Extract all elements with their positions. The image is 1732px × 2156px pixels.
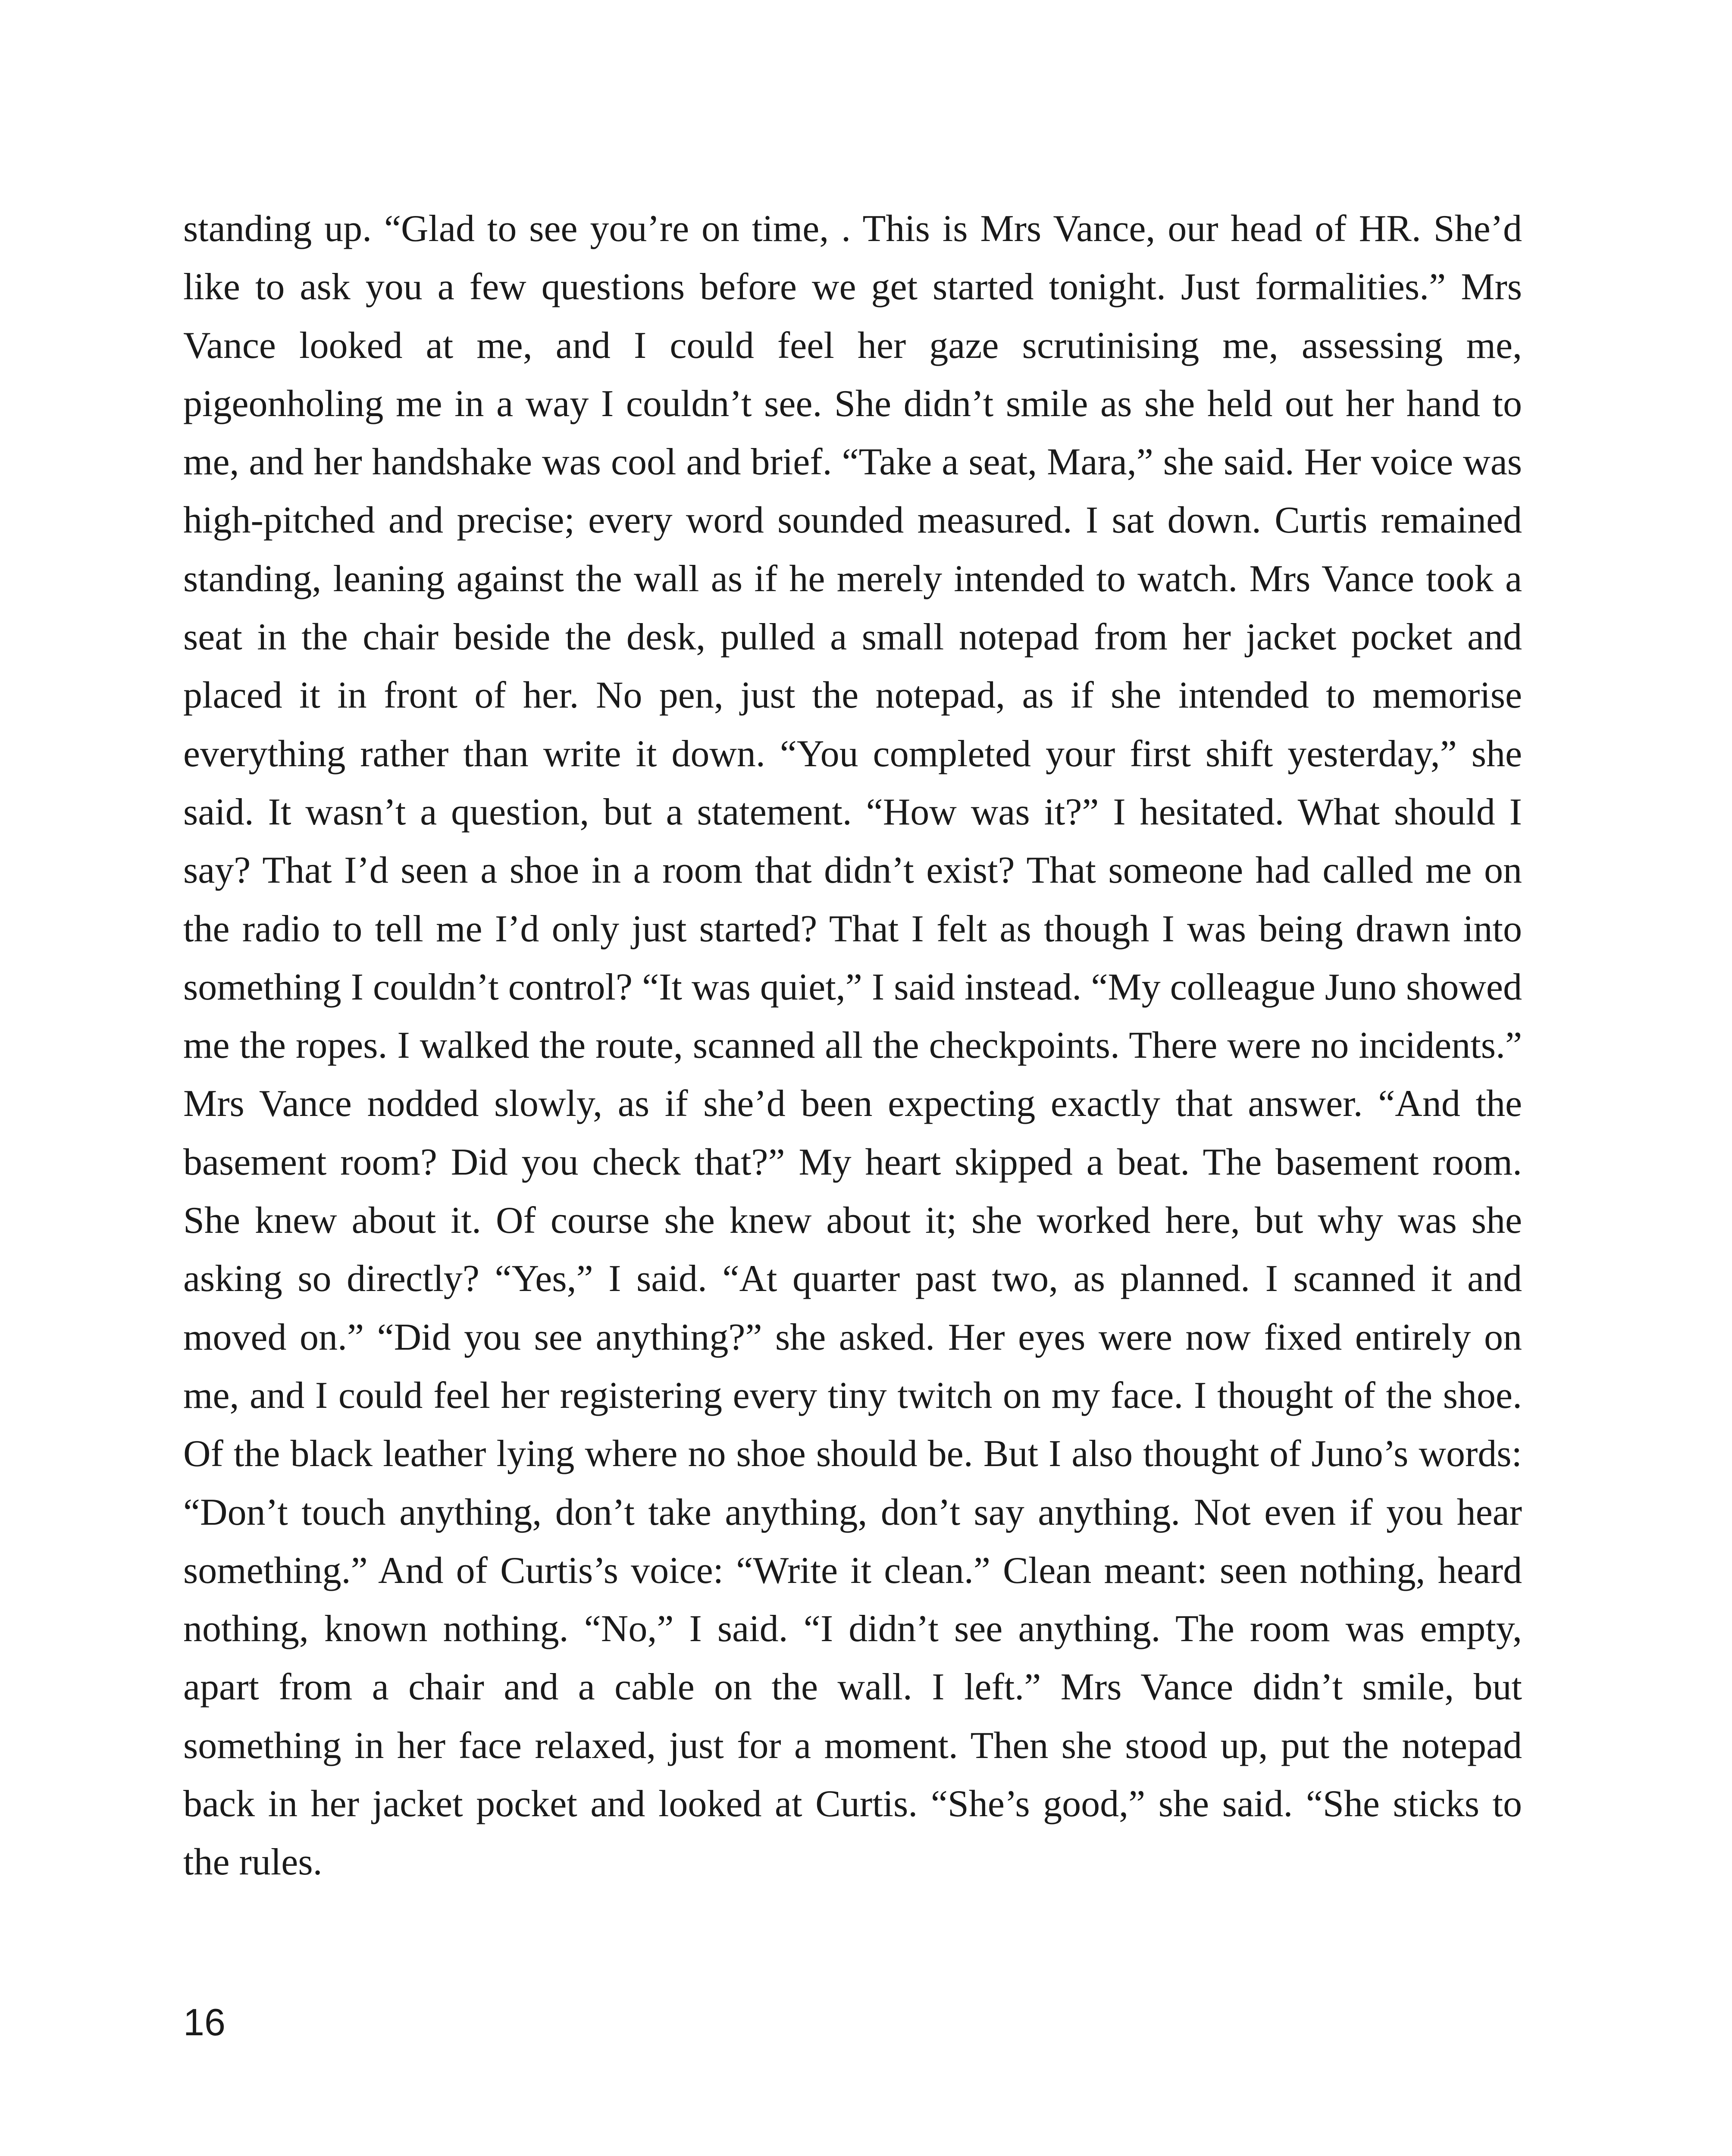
body-paragraph: standing up. “Glad to see you’re on time, . This is Mrs Vance, our head of HR. She’d like to ask you a few questions before we get started tonight. Just formalities.” Mrs Vance looked at me, and I could feel her gaze scrutinising me, assessing me, pigeonholing me in a way I couldn’t see. She didn’t smile as she held out her hand to me, and her handshake was cool and brief. “Take a seat, Mara,” she said. Her voice was high-pitched and precise; every word sounded measured. I sat down. Curtis remained standing, leaning against the wall as if he merely intended to watch. Mrs Vance took a seat in the chair beside the desk, pulled a small notepad from her jacket pocket and placed it in front of her. No pen, just the notepad, as if she intended to memorise everything rather than write it down. “You completed your first shift yesterday,” she said. It wasn’t a question, but a statement. “How was it?” I hesitated. What should I say? That I’d seen a shoe in a room that didn’t exist? That someone had called me on the radio to tell me I’d only just started? That I felt as though I was being drawn into something I couldn’t control? “It was quiet,” I said instead. “My colleague Juno showed me the ropes. I walked the route, scanned all the checkpoints. There were no incidents.” Mrs Vance nodded slowly, as if she’d been expecting exactly that answer. “And the basement room? Did you check that?” My heart skipped a beat. The basement room. She knew about it. Of course she knew about it; she worked here, but why was she asking so directly? “Yes,” I said. “At quarter past two, as planned. I scanned it and moved on.” “Did you see anything?” she asked. Her eyes were now fixed entirely on me, and I could feel her registering every tiny twitch on my face. I thought of the shoe. Of the black leather lying where no shoe should be. But I also thought of Juno’s words: “Don’t touch anything, don’t take anything, don’t say anything. Not even if you hear something.” And of Curtis’s voice: “Write it clean.” Clean meant: seen nothing, heard nothing, known nothing. “No,” I said. “I didn’t see anything. The room was empty, apart from a chair and a cable on the wall. I left.” Mrs Vance didn’t smile, but something in her face relaxed, just for a moment. Then she stood up, put the notepad back in her jacket pocket and looked at Curtis. “She’s good,” she said. “She sticks to the rules. bbox=[183, 208, 1522, 1883]
page-number: 16 bbox=[183, 2001, 226, 2043]
